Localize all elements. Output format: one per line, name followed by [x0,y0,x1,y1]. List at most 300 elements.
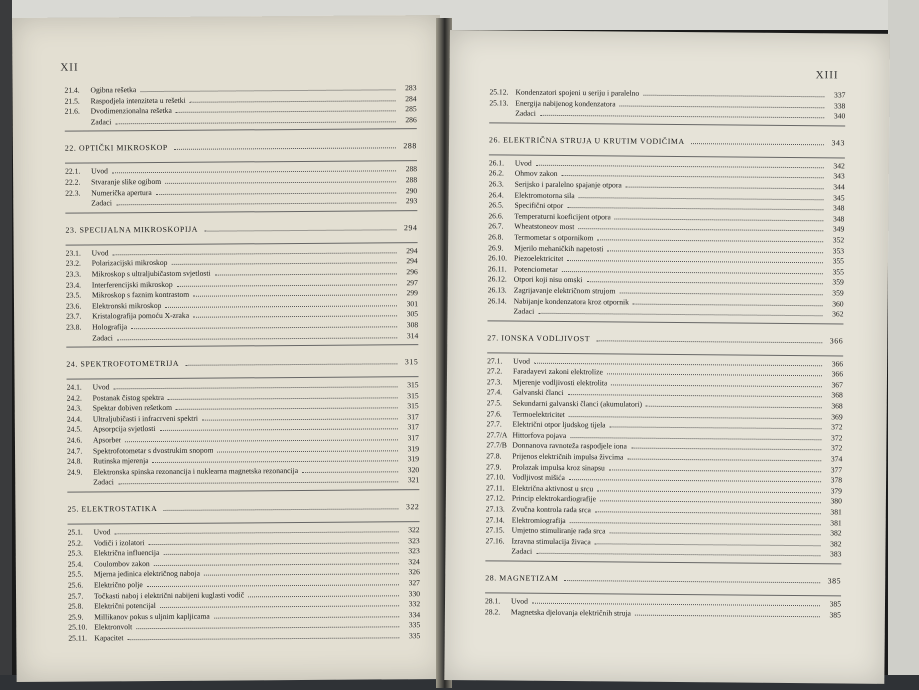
dot-leader [536,165,824,169]
entry-title: Električno polje [93,580,143,590]
dot-leader [567,207,823,210]
dot-leader [171,263,396,266]
entry-title: Nabijanje kondenzatora kroz otpornik [513,296,630,307]
dot-leader [174,148,396,151]
chapter-heading [489,135,845,150]
entry-title: Izravna stimulacija živaca [511,536,591,547]
entry-number: 24.7. [66,446,83,456]
entry-number: 26.12. [487,274,507,284]
entry-page: 348 [833,203,845,213]
entry-title: Mikroskop s ultraljubičastom svjetlosti [91,268,211,279]
entry-title: Holografija [92,322,128,332]
entry-page: 382 [830,528,842,538]
entry-title: Zadaci [90,117,112,127]
entry-page: 330 [408,588,421,598]
entry-page: 317 [407,422,419,432]
chapter-heading [67,502,419,516]
dot-leader [569,479,821,482]
entry-number: 26.10. [487,253,508,263]
entry-number: 22.3. [65,188,81,198]
entry-number: 27.12. [485,493,505,503]
entry-page: 374 [830,454,843,464]
entry-page: 359 [832,288,844,298]
dot-leader [160,429,398,432]
page-number-left: XII [60,61,79,74]
chapter-page: 322 [405,502,420,512]
entry-page: 334 [408,609,421,620]
entry-page: 294 [406,245,418,256]
entry-title: Mjerilo mehaničkih napetosti [514,243,604,253]
entry-page: 317 [407,433,419,443]
dot-leader [615,218,824,221]
chapter-rule [67,376,419,379]
entry-number: 27.11. [485,483,505,493]
entry-title: Elektronski mikroskop [91,300,162,311]
dot-leader [204,574,399,576]
entry-page: 322 [408,525,420,535]
entry-title: Vodljivost mišića [512,472,565,483]
entry-number: 27.8. [486,451,502,461]
entry-number: 27.9. [486,461,502,472]
dot-leader [177,284,397,287]
dot-leader [619,292,822,295]
entry-number: 26.5. [488,200,504,210]
entry-title: Električna influencija [93,548,160,558]
dot-leader [248,595,399,597]
dot-leader [112,171,396,174]
entry-number: 25.6. [67,580,84,590]
entry-page: 377 [830,464,843,475]
entry-title: Kapacitet [94,633,124,643]
entry-page: 355 [832,267,844,277]
entry-title: Serijsko i paralelno spajanje otpora [514,179,622,190]
entry-title: Uvod [91,248,109,258]
entry-number: 25.13. [489,97,509,108]
entry-title: Galvanski članci [512,388,564,398]
entry-page: 349 [832,224,845,234]
entry-title: Energija nabijenog kondenzatora [515,98,616,109]
entry-title: Mikroskop s faznim kontrastom [91,289,190,300]
dot-leader [595,543,821,546]
entry-number: 25.4. [67,559,84,569]
dot-leader [631,448,822,451]
entry-title: Apsorber [92,435,122,445]
entry-page: 340 [833,111,846,121]
entry-number: 26.6. [488,211,504,221]
entry-number: 25.12. [489,87,509,97]
entry-page: 286 [405,114,417,125]
entry-page: 368 [831,401,843,411]
entry-page: 362 [832,309,844,319]
entry-number: 25.5. [67,569,84,580]
entry-title: Rutinska mjerenja [93,456,149,466]
entry-page: 366 [831,359,844,369]
entry-number: 21.4. [64,85,80,95]
entry-page: 379 [830,486,843,496]
dot-leader [204,229,396,231]
dot-leader [115,121,395,124]
chapter-rule [65,129,417,132]
entry-number: 23.8. [66,322,82,332]
entry-page: 315 [407,401,419,411]
entry-page: 369 [831,411,843,422]
entry-number: 25.11. [68,633,88,643]
dot-leader [538,313,822,316]
dot-leader [611,384,822,387]
entry-page: 342 [833,161,845,171]
entry-number: 26.14. [487,295,507,306]
entry-title: Magnetska djelovanja električnih struja [510,607,631,618]
entry-number: 28.1. [484,596,501,606]
entry-title: Polarizacijski mikroskop [91,258,168,268]
entry-title: Uvod [91,166,108,176]
chapter-heading [65,142,417,156]
entry-page: 326 [408,567,420,577]
entry-title: Coulombov zakon [93,558,150,569]
entry-title: Potenciometar [513,264,558,274]
entry-page: 381 [830,517,842,528]
entry-page: 319 [407,454,420,464]
dot-leader [568,395,822,398]
dot-leader [114,531,398,534]
toc-entry [68,631,420,644]
entry-number: 27.16. [485,536,505,546]
dot-leader [149,542,399,545]
entry-page: 324 [408,556,420,567]
dot-leader [565,580,821,583]
entry-page: 338 [833,100,846,111]
dot-leader [153,461,399,464]
entry-number: 21.5. [64,96,80,106]
entry-page: 335 [408,631,421,641]
entry-title: Interferencijski mikroskop [91,279,173,289]
chapter-page: 294 [403,222,418,233]
entry-page: 297 [406,277,418,287]
entry-page: 317 [407,412,419,422]
entry-title: Mjerna jedinica električnog naboja [93,569,200,579]
entry-page: 359 [832,277,844,287]
entry-title: Kristalografija pomoću X-zraka [92,311,190,321]
entry-title: Numerička apertura [91,187,152,198]
chapter-heading [485,573,841,588]
entry-title: Točkasti naboj i električni nabijeni kuglasti vodič [94,589,245,601]
entry-page: 288 [405,175,418,185]
dot-leader [147,584,399,587]
dot-leader [136,627,399,630]
entry-number: 26.8. [488,232,504,242]
dot-leader [118,482,398,485]
dot-leader [185,363,397,365]
entry-page: 323 [408,546,420,556]
entry-title: Faradayevi zakoni elektrolize [512,366,603,377]
entry-title: Električni otpor ljudskog tijela [512,419,606,430]
entry-number: 22.1. [65,166,81,177]
dot-leader [646,406,822,409]
dot-leader [610,427,822,430]
entry-title: Termometar s otpornikom [514,232,594,243]
entry-page: 294 [406,256,418,266]
entry-page: 284 [405,93,417,103]
entry-title: Elektronska spinska rezonancija i nuklearna magnetska rezonancija [93,465,299,477]
dot-leader [202,418,398,420]
chapter-rule [489,122,845,126]
entry-number: 25.8. [68,601,84,611]
dot-leader [570,522,821,525]
entry-number: 23.4. [65,280,82,290]
entry-title: Zadaci [511,546,533,557]
dot-leader [214,616,399,618]
entry-page: 335 [408,620,421,630]
entry-page: 385 [829,609,841,619]
entry-page: 315 [407,380,419,390]
dot-leader [165,305,397,308]
entry-number: 27.15. [485,525,505,535]
dot-leader [165,181,396,184]
entry-title: Ultraljubičasti i infracrveni spektri [92,413,199,424]
dot-leader [595,511,821,514]
dot-leader [635,614,820,617]
entry-number: 28.2. [484,606,501,617]
chapter-page: 343 [831,138,846,148]
chapter-rule [66,242,418,245]
dot-leader [193,294,397,296]
dot-leader [607,374,822,377]
chapter-rule [487,320,843,324]
entry-title: Prijenos električnih impulsa živcima [512,451,624,462]
entry-number: 27.1. [487,356,503,366]
toc-entry [485,547,841,561]
dot-leader [163,553,398,556]
dot-leader [160,605,399,608]
entry-number: 23.1. [65,248,81,258]
chapter-page: 385 [827,576,842,586]
dot-leader [125,439,398,442]
entry-title: Elektromotorna sila [514,190,575,200]
entry-title: Zadaci [93,477,114,487]
entry-page: 348 [832,214,845,224]
entry-title: Uvod [510,596,528,606]
dot-leader [570,437,821,440]
toc-left [64,83,420,644]
entry-number: 25.1. [67,527,83,537]
dot-leader [567,260,823,263]
entry-number: 26.13. [487,285,507,295]
entry-number: 23.7. [66,311,82,321]
entry-title: Zvučna kontrola rada srca [511,504,591,515]
entry-page: 372 [830,443,843,453]
entry-page: 283 [405,83,417,93]
entry-page: 343 [833,171,845,181]
dot-leader [643,95,824,98]
entry-title: Raspodjela intenziteta u rešetki [90,95,186,106]
entry-page: 367 [831,380,843,390]
entry-number: 26.11. [487,264,507,274]
dot-leader [116,202,396,205]
entry-title: Zadaci [515,108,536,118]
dot-leader [534,362,822,366]
chapter-title: 23. SPECIJALNA MIKROSKOPIJA [65,224,199,235]
entry-title: Hittorfova pojava [512,430,567,440]
dot-leader [532,603,820,607]
dot-leader [596,340,822,343]
dot-leader [176,408,398,411]
dot-leader [626,187,824,190]
background-right [888,0,919,690]
entry-number: 24.6. [66,435,83,445]
dot-leader [569,416,822,419]
entry-page: 372 [831,422,843,432]
entry-page: 368 [831,390,843,400]
entry-page: 321 [407,475,420,485]
entry-page: 299 [406,288,418,298]
dot-leader [117,337,397,340]
entry-title: Otpori koji nisu omski [513,274,583,285]
dot-leader [190,100,396,102]
entry-page: 290 [405,185,418,195]
entry-title: Umjetno stimuliranje rada srca [511,525,606,536]
entry-number: 24.5. [66,424,83,435]
entry-number: 24.4. [66,414,83,424]
entry-title: Termoelektricitet [512,409,565,419]
entry-title: Spektrofotometar s dvostrukim snopom [92,445,214,456]
entry-number: 24.2. [66,393,82,403]
entry-number: 26.4. [488,189,504,200]
dot-leader [579,197,824,200]
entry-number: 26.9. [488,242,504,253]
dot-leader [154,563,399,566]
entry-page: 385 [829,599,842,609]
entry-page: 305 [406,309,419,319]
entry-title: Ohmov zakon [514,168,558,179]
entry-number: 27.7. [486,419,502,429]
entry-page: 296 [406,267,418,277]
dot-leader [140,89,395,92]
chapter-heading [487,333,843,348]
entry-number: 27.10. [486,472,506,482]
entry-page: 288 [405,164,418,174]
toc-entry [485,607,841,621]
right-page [444,30,890,684]
entry-title: Električni potencijal [94,601,156,611]
entry-title: Millikanov pokus s uljnim kapljicama [94,611,210,622]
entry-page: 314 [406,330,419,340]
entry-page: 344 [833,182,845,192]
entry-title: Uvod [93,527,111,537]
entry-number: 24.3. [66,403,82,413]
dot-leader [600,501,821,504]
entry-title: Ogibna rešetka [90,85,137,95]
entry-number: 25.3. [67,548,83,558]
dot-leader [113,386,397,389]
entry-page: 382 [830,539,842,549]
entry-title: Prolazak impulsa kroz sinapsu [512,462,605,472]
toc-entry [487,306,843,320]
entry-number: 24.8. [67,456,83,466]
entry-title: Električna aktivnost u srcu [511,483,594,494]
toc-entry [489,109,845,123]
entry-title: Princip elektrokardiografije [511,493,597,504]
dot-leader [163,508,398,511]
entry-page: 301 [406,298,419,308]
entry-title: Piezoelektricitet [513,253,564,264]
entry-title: Dvodimenzionalna rešetka [90,106,172,116]
entry-number: 24.1. [66,382,82,392]
entry-page: 293 [405,196,418,206]
entry-title: Zadaci [513,306,535,316]
chapter-rule [67,489,419,492]
dot-leader [691,143,824,145]
entry-title: Zagrijavanje električnom strujom [513,285,616,296]
dot-leader [131,326,397,329]
chapter-title: 25. ELEKTROSTATIKA [67,504,158,514]
dot-leader [597,490,821,493]
chapter-page: 366 [829,336,844,346]
dot-leader [536,553,820,556]
dot-leader [609,533,820,536]
chapter-page: 288 [403,141,417,151]
chapter-page: 315 [404,357,419,367]
entry-number: 25.2. [67,538,83,548]
entry-page: 323 [408,535,420,545]
entry-page: 308 [406,320,419,330]
dot-leader [597,239,823,242]
entry-page: 319 [407,443,420,453]
entry-number: 27.4. [486,387,503,397]
entry-number: 27.7/B [486,440,507,450]
chapter-rule [65,161,417,164]
entry-title: Uvod [513,356,531,366]
dot-leader [578,228,823,231]
chapter-rule [65,210,417,213]
entry-page: 355 [832,256,845,266]
dot-leader [633,303,823,306]
entry-title: Vodiči i izolatori [93,537,145,548]
chapter-heading [65,223,417,237]
entry-number: 21.6. [64,106,80,116]
background-left [0,0,12,690]
entry-number: 27.3. [486,377,503,387]
entry-number: 23.2. [65,258,81,268]
entry-number: 22.2. [65,177,81,187]
entry-number: 25.10. [68,622,88,632]
entry-number: 27.6. [486,408,502,419]
dot-leader [620,105,825,108]
entry-number: 26.3. [488,179,504,189]
entry-title: Sekundarni galvanski članci (akumulatori) [512,398,643,409]
entry-page: 352 [832,235,845,245]
entry-title: Wheatstoneov most [514,221,575,232]
dot-leader [176,111,396,114]
dot-leader [302,471,398,473]
entry-page: 315 [407,390,419,400]
entry-page: 332 [408,599,421,609]
dot-leader [627,459,821,462]
chapter-title: 26. ELEKTRIČNA STRUJA U KRUTIM VODIČIMA [489,135,685,146]
entry-title: Zadaci [91,198,112,208]
dot-leader [562,271,823,274]
dot-leader [608,250,824,253]
dot-leader [215,273,397,275]
entry-page: 285 [405,104,417,114]
entry-title: Postanak čistog spektra [92,392,164,403]
chapter-rule [485,560,841,564]
entry-title: Stvaranje slike ogibom [91,176,162,187]
dot-leader [217,450,398,452]
entry-title: Zadaci [92,332,113,342]
entry-number: 27.5. [486,398,502,408]
entry-title: Donnanova ravnoteža raspodjele iona [512,440,627,451]
dot-leader [127,637,399,640]
